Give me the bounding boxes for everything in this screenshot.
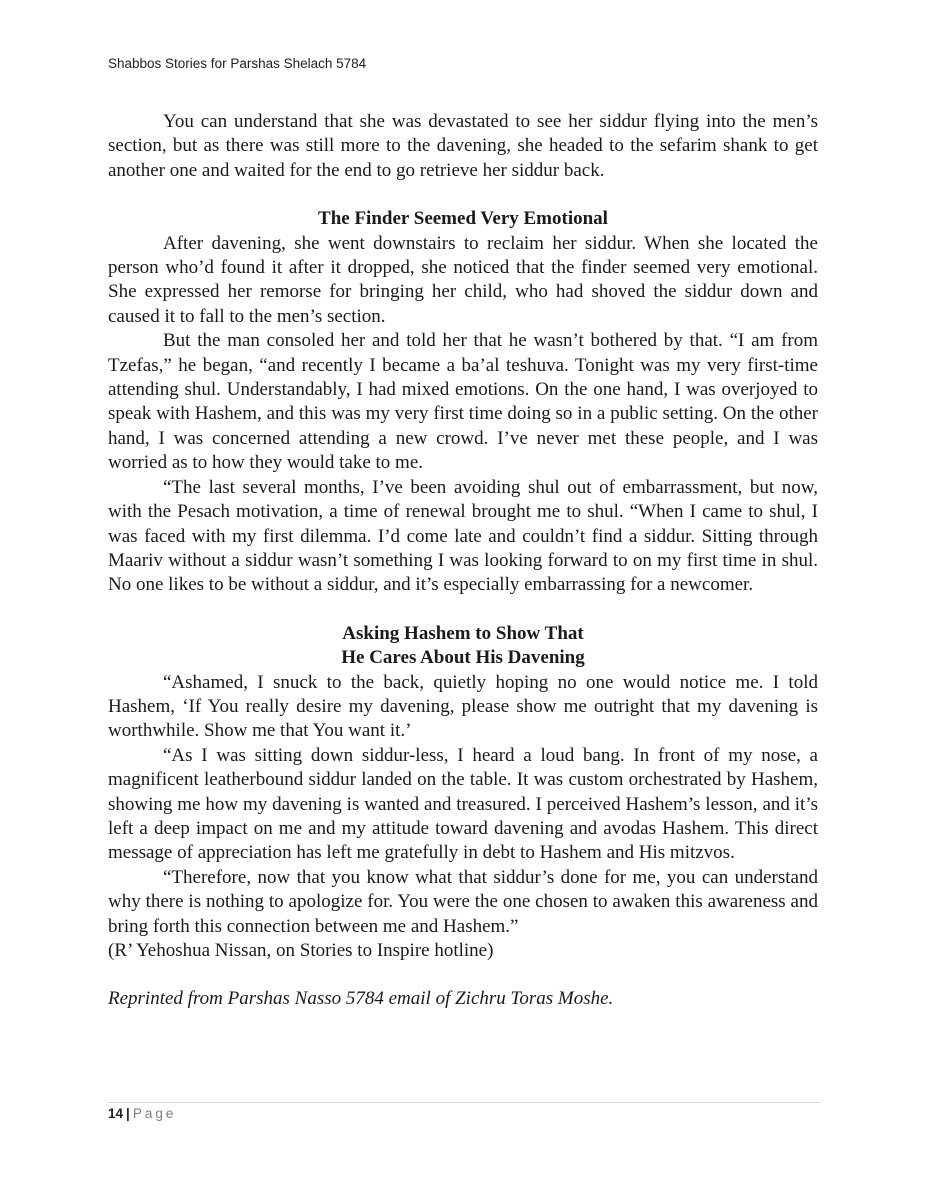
page-number: 14 bbox=[108, 1106, 124, 1121]
article-body bbox=[108, 110, 818, 1012]
source-credit: (R’ Yehoshua Nissan, on Stories to Inspire hotline) bbox=[108, 940, 494, 961]
paragraph-3: But the man consoled her and told her that he wasn’t bothered by that. “I am from Tzefas,” he began, “and recently I became a ba’al teshuva. Tonight was my very first-time attending shul. Understandably, I had mixed emotions. On the one hand, I was overjoyed to speak with Hashem, and this was my very first time doing so in a public setting. On the other hand, I was concerned attending a new crowd. I’ve never met these people, and I was worried as to how they would take to me. bbox=[108, 330, 818, 474]
paragraph-7: “Therefore, now that you know what that siddur’s done for me, you can understand why there is nothing to apologize for. You were the one chosen to awaken this awareness and bring forth this connection between me and Hashem.” bbox=[108, 866, 818, 937]
paragraph-1: You can understand that she was devastated to see her siddur flying into the men’s section, but as there was still more to the davening, she headed to the sefarim shank to get another one and waited for the end to go retrieve her siddur back. bbox=[108, 111, 818, 181]
paragraph-4: “The last several months, I’ve been avoiding shul out of embarrassment, but now, with the Pesach motivation, a time of renewal brought me to shul. “When I came to shul, I was faced with my first dilemma. I’d come late and couldn’t find a siddur. Sitting through Maariv without a siddur wasn’t something I was looking forward to on my first time in shul. No one likes to be without a siddur, and it’s especially embarrassing for a newcomer. bbox=[108, 476, 818, 596]
section-heading-finder-text: The Finder Seemed Very Emotional bbox=[318, 208, 608, 230]
paragraph-6: “As I was sitting down siddur-less, I heard a loud bang. In front of my nose, a magnificent leatherbound siddur landed on the table. It was custom orchestrated by Hashem, showing me how my davening is wanted and treasured. I perceived Hashem’s lesson, and it’s left a deep impact on me and my attitude toward davening and avodas Hashem. This direct message of appreciation has left me gratefully in debt to Hashem and His mitzvos. bbox=[108, 744, 818, 864]
reprint-note: Reprinted from Parshas Nasso 5784 email of Zichru Toras Moshe. bbox=[108, 988, 614, 1010]
paragraph-2: After davening, she went downstairs to reclaim her siddur. When she located the person who’d found it after it dropped, she noticed that the finder seemed very emotional. She expressed her remorse for bringing her child, who had shoved the siddur down and caused it to fall to the men’s section. bbox=[108, 232, 818, 327]
footer-divider bbox=[108, 1102, 820, 1103]
footer-separator: | bbox=[126, 1106, 130, 1121]
section-heading-finder bbox=[108, 207, 818, 231]
paragraph-5: “Ashamed, I snuck to the back, quietly hoping no one would notice me. I told Hashem, ‘If You really desire my davening, please show me outright that my davening is worthwhile. Show me that You want it.’ bbox=[108, 671, 818, 742]
page-footer bbox=[108, 1106, 176, 1121]
running-header: Shabbos Stories for Parshas Shelach 5784 bbox=[108, 56, 367, 71]
section-heading-asking-line-1: Asking Hashem to Show That bbox=[342, 622, 584, 644]
section-heading-asking-line-2: He Cares About His Davening bbox=[341, 647, 585, 669]
page-label: Page bbox=[132, 1106, 177, 1121]
section-heading-asking bbox=[108, 622, 818, 671]
